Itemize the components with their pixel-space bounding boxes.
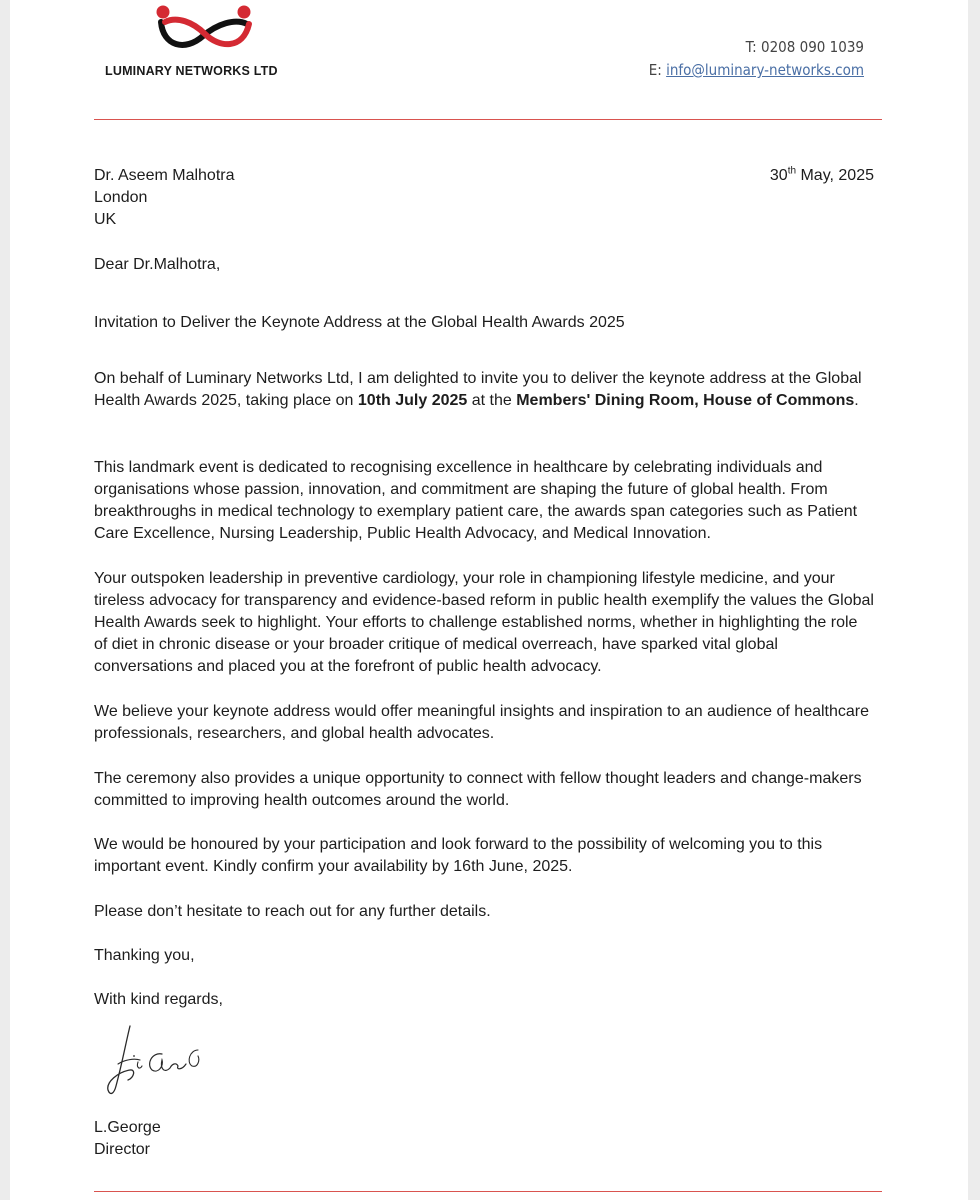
letter-page — [10, 0, 968, 1200]
date-suffix: th — [787, 165, 797, 177]
para1-text-b: at the — [467, 392, 517, 409]
paragraph-invitation — [94, 368, 874, 412]
paragraph-event-description: This landmark event is dedicated to recognising excellence in healthcare by celebrating individuals and organisations whose passion, innovation, and commitment are shaping the future of global health. From breakthroughs in medical technology to exemplary patient care, the awards span categories such as Patient Care Excellence, Nursing Leadership, Public Health Advocacy, and Medical Innovation. — [94, 459, 858, 542]
recipient-address — [94, 165, 235, 231]
signer-title: Director — [94, 1141, 151, 1158]
event-date: 10th July 2025 — [357, 392, 468, 409]
phone-number: 0208 090 1039 — [761, 38, 864, 56]
email-prefix: E: — [648, 61, 662, 79]
phone-prefix: T: — [745, 38, 757, 56]
company-name: LUMINARY NETWORKS LTD — [105, 64, 278, 78]
recipient-country: UK — [94, 211, 117, 228]
salutation: Dear Dr.Malhotra, — [94, 256, 221, 273]
recipient-name: Dr. Aseem Malhotra — [94, 167, 235, 184]
para1-text-a: On behalf of Luminary Networks Ltd, I am delighted to invite you to deliver the keynote address at the Global Health Awards 2025, taking place on — [94, 370, 862, 409]
event-venue: Members' Dining Room, House of Commons — [516, 392, 855, 409]
header-divider — [94, 119, 882, 120]
closing-thanks: Thanking you, — [94, 947, 195, 964]
paragraph-contact: Please don’t hesitate to reach out for any further details. — [94, 903, 491, 920]
date-rest: May, 2025 — [796, 167, 874, 184]
letter-date — [770, 165, 874, 187]
footer-divider — [94, 1191, 882, 1192]
email-link[interactable]: info@luminary-networks.com — [666, 61, 864, 79]
infinity-people-icon — [155, 2, 255, 64]
phone-line — [649, 36, 864, 59]
paragraph-confirmation: We would be honoured by your participation and look forward to the possibility of welcoming you to this important event. Kindly confirm your availability by 16th June, 2025. — [94, 836, 823, 875]
para1-text-c: . — [854, 392, 859, 409]
email-line — [649, 59, 864, 82]
recipient-city: London — [94, 189, 148, 206]
closing-regards: With kind regards, — [94, 991, 223, 1008]
paragraph-recognition: Your outspoken leadership in preventive cardiology, your role in championing lifestyle medicine, and your tireless advocacy for transparency and evidence-based reform in public health exemplify the values the Global Health Awards seek to highlight. Your efforts to challenge established norms, whether in highlighting the role of diet in chronic disease or your broader critique of medical overreach, have sparked vital global conversations and placed you at the forefront of public health advocacy. — [94, 570, 874, 675]
company-logo — [105, 2, 305, 82]
signer-name: L.George — [94, 1119, 161, 1136]
paragraph-keynote: We believe your keynote address would offer meaningful insights and inspiration to an audience of healthcare professionals, researchers, and global health advocates. — [94, 703, 870, 742]
handwritten-signature — [100, 1020, 210, 1100]
contact-block — [649, 36, 864, 82]
date-day: 30 — [769, 167, 788, 184]
subject-line: Invitation to Deliver the Keynote Address at the Global Health Awards 2025 — [94, 314, 625, 331]
paragraph-ceremony: The ceremony also provides a unique opportunity to connect with fellow thought leaders and change-makers committed to improving health outcomes around the world. — [94, 770, 862, 809]
